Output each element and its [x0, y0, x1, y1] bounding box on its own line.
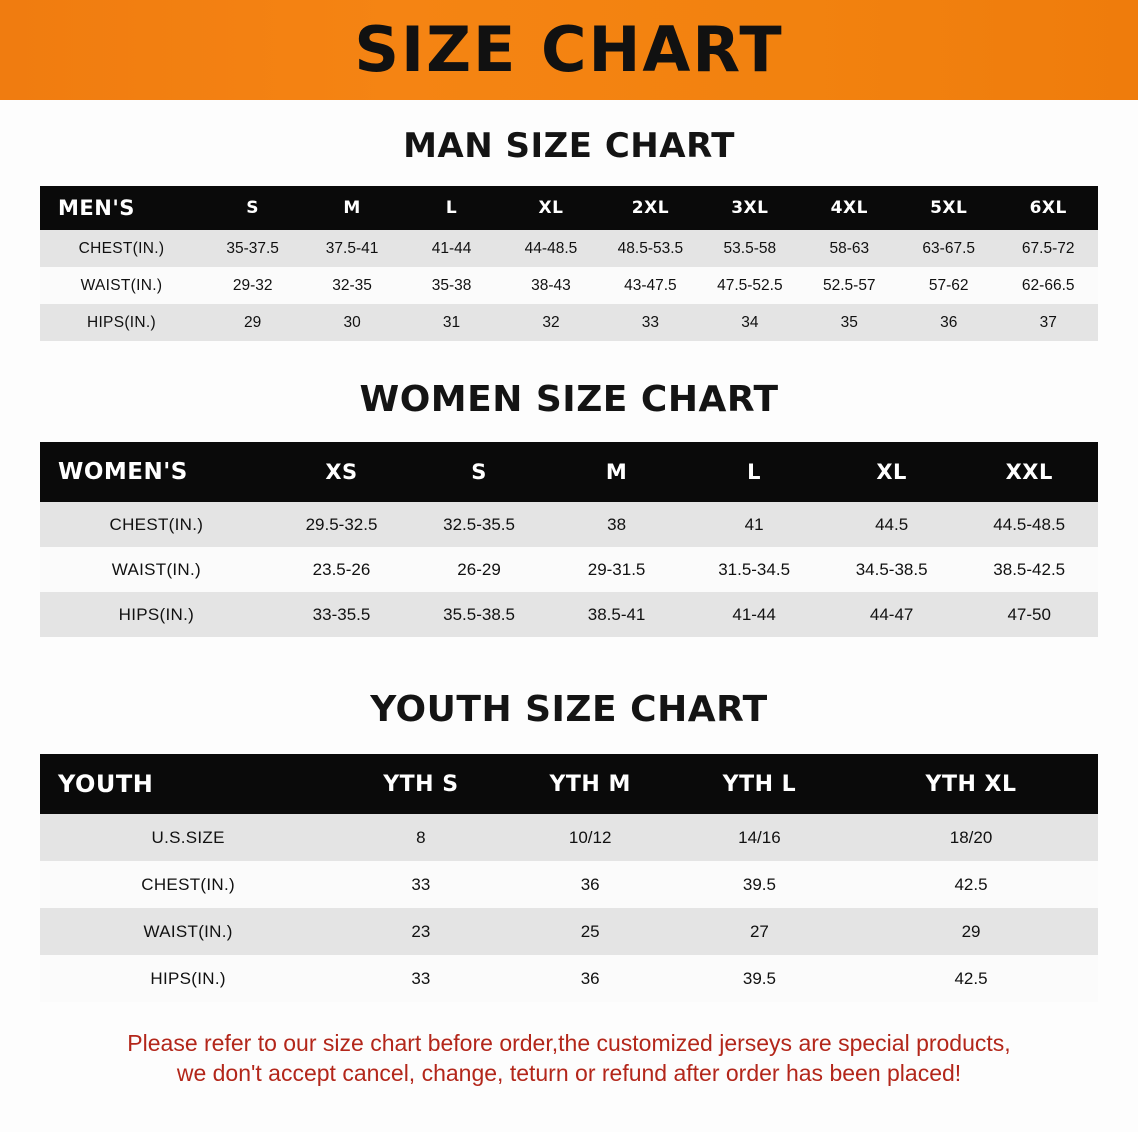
cell: 18/20 [844, 814, 1098, 861]
row-label: HIPS(IN.) [40, 304, 203, 341]
row-label: WAIST(IN.) [40, 547, 273, 592]
youth-size-table [40, 754, 1098, 1002]
cell: 52.5-57 [800, 267, 899, 304]
cell: 34 [700, 304, 799, 341]
row-label: HIPS(IN.) [40, 955, 336, 1002]
cell: 14/16 [675, 814, 844, 861]
col-header: M [548, 442, 686, 502]
cell: 38.5-42.5 [960, 547, 1098, 592]
table-row [40, 304, 1098, 341]
cell: 29-31.5 [548, 547, 686, 592]
table-header-row [40, 442, 1098, 502]
cell: 39.5 [675, 861, 844, 908]
youth-table-wrap [40, 754, 1098, 1002]
cell: 10/12 [506, 814, 675, 861]
cell: 35-37.5 [203, 230, 302, 267]
col-header: 2XL [601, 186, 700, 230]
cell: 8 [336, 814, 505, 861]
cell: 32 [501, 304, 600, 341]
col-header: S [410, 442, 548, 502]
cell: 41-44 [685, 592, 823, 637]
table-row [40, 230, 1098, 267]
row-label: CHEST(IN.) [40, 502, 273, 547]
disclaimer-line-1: Please refer to our size chart before order,the customized jerseys are special products, [127, 1030, 1011, 1056]
cell: 33 [336, 955, 505, 1002]
table-row [40, 908, 1098, 955]
row-label: U.S.SIZE [40, 814, 336, 861]
cell: 38 [548, 502, 686, 547]
man-size-table [40, 186, 1098, 341]
cell: 48.5-53.5 [601, 230, 700, 267]
col-header: 3XL [700, 186, 799, 230]
col-header: XL [501, 186, 600, 230]
row-label: HIPS(IN.) [40, 592, 273, 637]
cell: 44-48.5 [501, 230, 600, 267]
col-header: M [302, 186, 401, 230]
cell: 35.5-38.5 [410, 592, 548, 637]
table-row [40, 592, 1098, 637]
cell: 25 [506, 908, 675, 955]
cell: 26-29 [410, 547, 548, 592]
row-label: CHEST(IN.) [40, 230, 203, 267]
cell: 31 [402, 304, 501, 341]
women-section-title: WOMEN SIZE CHART [359, 379, 779, 420]
cell: 44.5-48.5 [960, 502, 1098, 547]
cell: 29.5-32.5 [273, 502, 411, 547]
table-row [40, 502, 1098, 547]
cell: 37.5-41 [302, 230, 401, 267]
row-label: WAIST(IN.) [40, 908, 336, 955]
cell: 35 [800, 304, 899, 341]
col-header: 5XL [899, 186, 998, 230]
col-header: 4XL [800, 186, 899, 230]
col-header: YTH M [506, 754, 675, 814]
col-header: S [203, 186, 302, 230]
cell: 32.5-35.5 [410, 502, 548, 547]
cell: 27 [675, 908, 844, 955]
banner [0, 0, 1138, 100]
cell: 36 [899, 304, 998, 341]
cell: 67.5-72 [998, 230, 1098, 267]
col-header: 6XL [998, 186, 1098, 230]
cell: 39.5 [675, 955, 844, 1002]
table-row [40, 814, 1098, 861]
cell: 29 [203, 304, 302, 341]
row-label: CHEST(IN.) [40, 861, 336, 908]
cell: 29 [844, 908, 1098, 955]
cell: 36 [506, 955, 675, 1002]
table-row [40, 267, 1098, 304]
cell: 58-63 [800, 230, 899, 267]
cell: 42.5 [844, 955, 1098, 1002]
cell: 47.5-52.5 [700, 267, 799, 304]
col-header: YOUTH [40, 754, 336, 814]
cell: 23 [336, 908, 505, 955]
women-size-table [40, 442, 1098, 637]
col-header: YTH S [336, 754, 505, 814]
col-header: YTH L [675, 754, 844, 814]
cell: 62-66.5 [998, 267, 1098, 304]
cell: 42.5 [844, 861, 1098, 908]
table-row [40, 861, 1098, 908]
table-header-row [40, 754, 1098, 814]
cell: 33 [601, 304, 700, 341]
col-header: YTH XL [844, 754, 1098, 814]
cell: 29-32 [203, 267, 302, 304]
disclaimer-line-2: we don't accept cancel, change, teturn or refund after order has been placed! [176, 1060, 962, 1087]
table-header-row [40, 186, 1098, 230]
cell: 35-38 [402, 267, 501, 304]
cell: 33 [336, 861, 505, 908]
cell: 53.5-58 [700, 230, 799, 267]
cell: 63-67.5 [899, 230, 998, 267]
col-header: XS [273, 442, 411, 502]
cell: 31.5-34.5 [685, 547, 823, 592]
youth-section-title: YOUTH SIZE CHART [370, 689, 768, 730]
table-row [40, 955, 1098, 1002]
cell: 47-50 [960, 592, 1098, 637]
cell: 57-62 [899, 267, 998, 304]
cell: 41-44 [402, 230, 501, 267]
col-header: L [402, 186, 501, 230]
col-header: WOMEN'S [40, 442, 273, 502]
cell: 36 [506, 861, 675, 908]
cell: 33-35.5 [273, 592, 411, 637]
col-header: XL [823, 442, 961, 502]
col-header: XXL [960, 442, 1098, 502]
women-table-wrap [40, 442, 1098, 637]
cell: 41 [685, 502, 823, 547]
man-section-title: MAN SIZE CHART [403, 126, 735, 166]
cell: 23.5-26 [273, 547, 411, 592]
cell: 44.5 [823, 502, 961, 547]
cell: 44-47 [823, 592, 961, 637]
row-label: WAIST(IN.) [40, 267, 203, 304]
page-title: SIZE CHART [354, 13, 784, 86]
table-row [40, 547, 1098, 592]
col-header: L [685, 442, 823, 502]
cell: 37 [998, 304, 1098, 341]
disclaimer-note [34, 1028, 1104, 1089]
cell: 32-35 [302, 267, 401, 304]
cell: 30 [302, 304, 401, 341]
col-header: MEN'S [40, 186, 203, 230]
man-table-wrap [40, 186, 1098, 341]
cell: 43-47.5 [601, 267, 700, 304]
cell: 38-43 [501, 267, 600, 304]
cell: 38.5-41 [548, 592, 686, 637]
cell: 34.5-38.5 [823, 547, 961, 592]
